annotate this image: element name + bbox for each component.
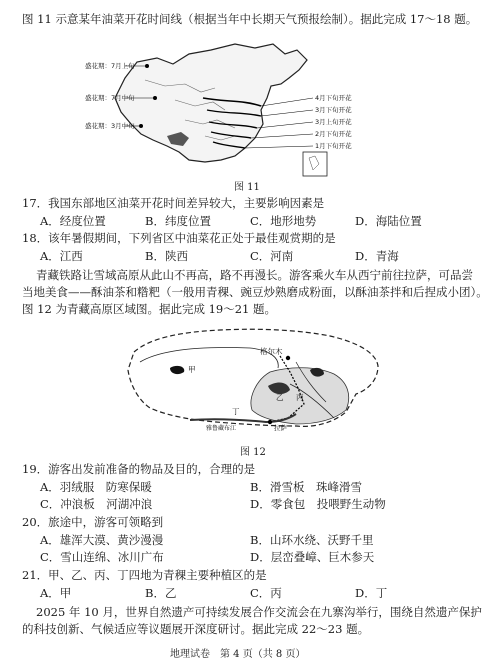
q21-option-d[interactable]: D．丁 xyxy=(355,586,388,600)
q21-stem: 21．甲、乙、丙、丁四地为青稞主要种植区的是 xyxy=(22,568,267,582)
fig11-caption: 图 11 xyxy=(234,182,260,193)
fig12-label-lhasa: 拉萨 xyxy=(274,424,287,432)
figure-11-map xyxy=(85,40,360,180)
fig11-left-label-3: 盛花期：3月中旬 xyxy=(85,122,135,130)
q19-option-d[interactable]: D．零食包 投喂野生动物 xyxy=(250,497,386,511)
fig11-left-label-1: 盛花期：7月上旬 xyxy=(85,62,135,70)
q18-stem: 18．该年暑假期间，下列省区中油菜花正处于最佳观赏期的是 xyxy=(22,231,336,245)
q19-option-b[interactable]: B．滑雪板 珠峰滑雪 xyxy=(250,480,362,494)
q17-option-c[interactable]: C．地形地势 xyxy=(250,214,317,228)
q20-option-d[interactable]: D．层峦叠嶂、巨木参天 xyxy=(250,550,375,564)
fig12-label-yi: 乙 xyxy=(276,393,284,402)
fig12-caption: 图 12 xyxy=(240,447,266,458)
q19-stem: 19．游客出发前准备的物品及目的，合理的是 xyxy=(22,462,256,476)
q18-option-c[interactable]: C．河南 xyxy=(250,249,294,263)
q20-option-c[interactable]: C．雪山连绵、冰川广布 xyxy=(40,550,164,564)
q17-option-b[interactable]: B．纬度位置 xyxy=(145,214,211,228)
q17-stem: 17．我国东部地区油菜开花时间差异较大，主要影响因素是 xyxy=(22,196,325,210)
passage2-line2: 当地美食——酥油茶和糌粑（一般用青稞、豌豆炒熟磨成粉面，以酥油茶拌和后捏成小团）。 xyxy=(22,285,488,299)
intro-text: 图 11 示意某年油菜开花时间线（根据当年中长期天气预报绘制）。据此完成 17～18 题。 xyxy=(22,12,478,26)
q19-option-c[interactable]: C．冲浪板 河湖冲浪 xyxy=(40,497,153,511)
fig12-label-river: 雅鲁藏布江 xyxy=(206,425,237,432)
fig11-legend-3: 3月上旬开花 xyxy=(315,118,352,126)
fig11-legend-2: 3月下旬开花 xyxy=(315,106,352,114)
page-footer: 地理试卷 第 4 页（共 8 页） xyxy=(170,649,306,660)
q18-option-b[interactable]: B．陕西 xyxy=(145,249,188,263)
q20-option-a[interactable]: A．雄浑大漠、黄沙漫漫 xyxy=(40,533,164,547)
passage2-line1: 青藏铁路让雪域高原从此山不再高，路不再漫长。游客乘火车从西宁前往拉萨，可品尝 xyxy=(36,268,473,282)
fig11-legend-1: 4月下旬开花 xyxy=(315,94,352,102)
fig11-left-label-2: 盛花期：7月中旬 xyxy=(85,94,135,102)
fig11-legend-4: 2月下旬开花 xyxy=(315,130,352,138)
q18-option-a[interactable]: A．江西 xyxy=(40,249,83,263)
fig12-label-bing: 丙 xyxy=(296,393,304,402)
q17-option-a[interactable]: A．经度位置 xyxy=(40,214,106,228)
fig11-legend-5: 1月下旬开花 xyxy=(315,142,352,150)
figure-12-map xyxy=(120,322,385,442)
q21-option-c[interactable]: C．丙 xyxy=(250,586,282,600)
passage2-line3: 图 12 为青藏高原区域图。据此完成 19～21 题。 xyxy=(22,302,277,316)
q19-option-a[interactable]: A．羽绒服 防寒保暖 xyxy=(40,480,152,494)
q20-option-b[interactable]: B．山环水绕、沃野千里 xyxy=(250,533,374,547)
q21-option-a[interactable]: A．甲 xyxy=(40,586,72,600)
fig12-label-ding: 丁 xyxy=(232,407,240,416)
q18-option-d[interactable]: D．青海 xyxy=(355,249,399,263)
passage3-line2: 的科技创新、气候适应等议题展开深度研讨。据此完成 22～23 题。 xyxy=(22,622,370,636)
fig12-label-jia: 甲 xyxy=(188,365,196,374)
q17-option-d[interactable]: D．海陆位置 xyxy=(355,214,422,228)
q20-stem: 20．旅途中，游客可领略到 xyxy=(22,515,164,529)
passage3-line1: 2025 年 10 月，世界自然遗产可持续发展合作交流会在九寨沟举行，围绕自然遗产保护 xyxy=(36,605,482,619)
q21-option-b[interactable]: B．乙 xyxy=(145,586,177,600)
fig12-label-golmud: 格尔木 xyxy=(260,347,283,356)
